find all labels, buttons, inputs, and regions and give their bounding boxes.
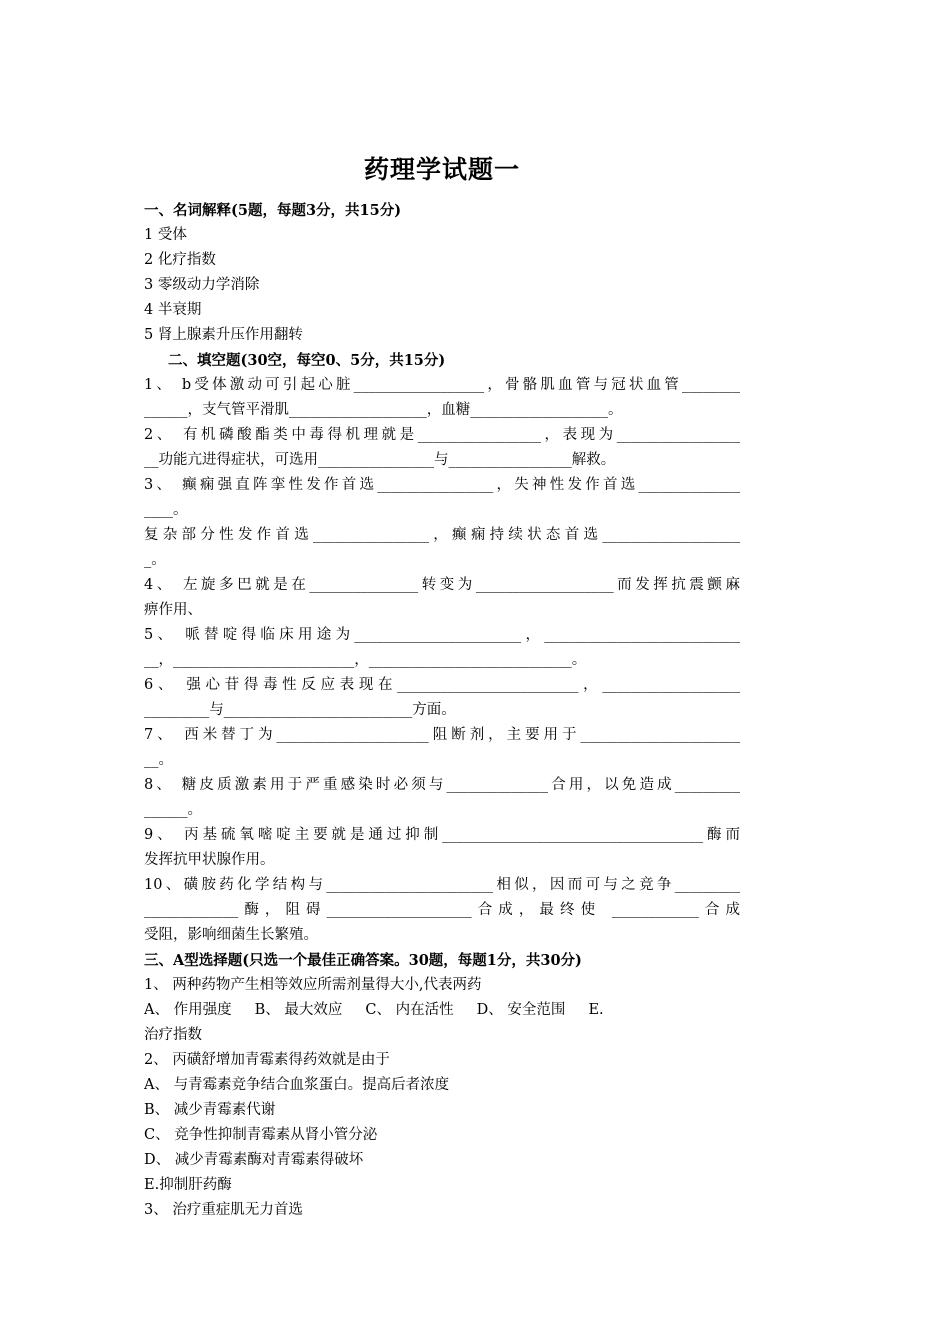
fill-blank-question-line: _________与__________________________方面。 [144,702,456,718]
fill-blank-question-line: ______。 [144,802,202,818]
term-item: 3 零级动力学消除 [144,277,260,293]
choice-question-stem: 1、 两种药物产生相等效应所需剂量得大小,代表两药 [144,977,482,993]
section-heading-multiple-choice: 三、A型选择题(只选一个最佳正确答案。30题，每题1分，共30分) [144,952,582,969]
fill-blank-question-line: __功能亢进得症状，可选用________________与_________________解救。 [144,452,616,468]
term-item: 1 受体 [144,227,187,243]
fill-blank-question-line: 4、 左旋多巴就是在_______________转变为___________________而发挥抗震颤麻 [144,577,740,593]
fill-blank-question-line: 10、磺胺药化学结构与_______________________相似，因而可与之竞争_________ [144,877,740,893]
fill-blank-question-line: 3、 癫痫强直阵挛性发作首选________________，失神性发作首选______________ [144,477,740,493]
fill-blank-question-line: __，_________________________，____________________________。 [144,652,587,668]
fill-blank-question-line: 6、 强心苷得毒性反应表现在_________________________，___________________ [144,677,740,693]
fill-blank-question-line: 痹作用、 [144,602,202,618]
choice-question-stem: 2、 丙磺舒增加青霉素得药效就是由于 [144,1052,390,1068]
fill-blank-question-line: 5、 哌替啶得临床用途为_______________________，___________________________ [144,627,740,643]
choice-option: D、 减少青霉素酶对青霉素得破坏 [144,1152,364,1168]
fill-blank-question-line: 9、 丙基硫氧嘧啶主要就是通过抑制____________________________________酶而 [144,827,740,843]
fill-blank-question-line: 2、 有机磷酸酯类中毒得机理就是_________________，表现为_________________ [144,427,740,443]
choice-option: E.抑制肝药酶 [144,1177,232,1193]
fill-blank-question-line: 受阻，影响细菌生长繁殖。 [144,927,318,943]
choice-options-row: A、 作用强度 B、 最大效应 C、 内在活性 D、 安全范围 E. [144,1002,604,1018]
fill-blank-question-line: 复杂部分性发作首选________________，癫痫持续状态首选___________________ [144,527,740,543]
term-item: 5 肾上腺素升压作用翻转 [144,327,303,343]
fill-blank-question-line: _____________酶，阻碍____________________合成，最终使 ____________合成 [144,902,740,918]
fill-blank-question-line: ____。 [144,502,188,518]
fill-blank-question-line: 1、 b受体激动可引起心脏__________________，骨骼肌血管与冠状血管________ [144,377,740,393]
choice-option: C、 竞争性抑制青霉素从肾小管分泌 [144,1127,378,1143]
choice-option: A、 与青霉素竞争结合血浆蛋白。提高后者浓度 [144,1077,450,1093]
section-heading-fill-in-blanks: 二、填空题(30空，每空0、5分，共15分) [168,352,446,369]
choice-option: B、 减少青霉素代谢 [144,1102,276,1118]
section-heading-term-definitions: 一、名词解释(5题，每题3分，共15分) [144,202,402,219]
fill-blank-question-line: 7、 西米替丁为_____________________阻断剂，主要用于______________________ [144,727,740,743]
fill-blank-question-line: _。 [144,552,166,568]
fill-blank-question-line: __。 [144,752,173,768]
fill-blank-question-line: 8、 糖皮质激素用于严重感染时必须与______________合用，以免造成_________ [144,777,740,793]
page-title: 药理学试题一 [363,155,520,184]
term-item: 4 半衰期 [144,302,202,318]
choice-option: 治疗指数 [144,1027,202,1043]
term-item: 2 化疗指数 [144,252,216,268]
choice-question-stem: 3、 治疗重症肌无力首选 [144,1202,303,1218]
fill-blank-question-line: 发挥抗甲状腺作用。 [144,852,275,868]
fill-blank-question-line: ______，支气管平滑肌___________________，血糖___________________。 [144,402,623,418]
